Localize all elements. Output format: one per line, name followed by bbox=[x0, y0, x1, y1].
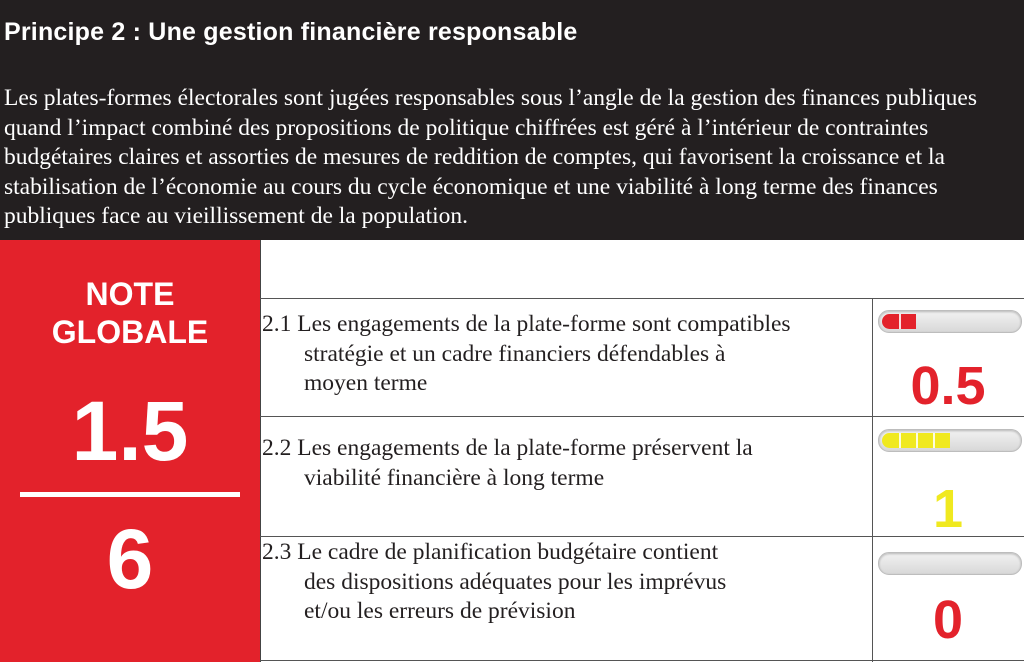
criterion-number: 2.1 bbox=[262, 311, 292, 337]
criterion-2-1 bbox=[262, 310, 872, 399]
column-divider bbox=[872, 298, 873, 662]
criterion-text: moyen terme bbox=[304, 370, 428, 397]
criterion-score: 0 bbox=[932, 590, 964, 650]
gauge-segment-divider bbox=[933, 433, 935, 448]
table-divider bbox=[260, 298, 1024, 299]
gauge-segment-divider bbox=[916, 433, 918, 448]
criterion-2-2 bbox=[262, 434, 872, 493]
criterion-2-3 bbox=[262, 538, 872, 627]
principle-description: Les plates-formes électorales sont jugées responsables sous l’angle de la gestion des finances publiques quand l’impact combiné des propositions de politique chiffrées est géré à l’intérieur de contraintes budgétaires claires et assorties de mesures de reddition de comptes, qui favorisent la croissance et la stabilisation de l’économie au cours du cycle économique et une viabilité à long terme des finances publiques face au vieillissement de la population. bbox=[4, 85, 978, 230]
score-gauge bbox=[878, 552, 1022, 575]
principle-header bbox=[0, 0, 1024, 240]
overall-label-line2: GLOBALE bbox=[51, 314, 209, 350]
criterion-text: et/ou les erreurs de prévision bbox=[304, 598, 576, 625]
criterion-text: viabilité financière à long terme bbox=[304, 464, 605, 491]
principle-title: Principe 2 : Une gestion financière responsable bbox=[4, 18, 578, 46]
overall-score: 1.5 bbox=[71, 384, 189, 478]
table-divider bbox=[260, 660, 1024, 661]
criterion-text: Le cadre de planification budgétaire contient bbox=[297, 539, 719, 565]
criterion-score: 1 bbox=[932, 479, 964, 539]
criterion-text: Les engagements de la plate-forme préservent la bbox=[297, 435, 753, 461]
criterion-number: 2.2 bbox=[262, 435, 292, 461]
criterion-text: Les engagements de la plate-forme sont compatibles bbox=[297, 311, 791, 337]
criterion-score: 0.5 bbox=[910, 356, 986, 416]
gauge-segment-divider bbox=[899, 314, 901, 329]
score-gauge bbox=[878, 310, 1022, 333]
fraction-bar bbox=[20, 492, 240, 497]
score-gauge bbox=[878, 429, 1022, 452]
criterion-number: 2.3 bbox=[262, 539, 292, 565]
overall-score-panel bbox=[0, 240, 260, 662]
gauge-segment-divider bbox=[899, 433, 901, 448]
criterion-text: stratégie et un cadre financiers défendables à bbox=[304, 340, 726, 367]
table-divider bbox=[260, 416, 1024, 417]
criterion-text: des dispositions adéquates pour les imprévus bbox=[304, 568, 727, 595]
overall-label-line1: NOTE bbox=[85, 276, 175, 312]
overall-max: 6 bbox=[106, 512, 154, 606]
